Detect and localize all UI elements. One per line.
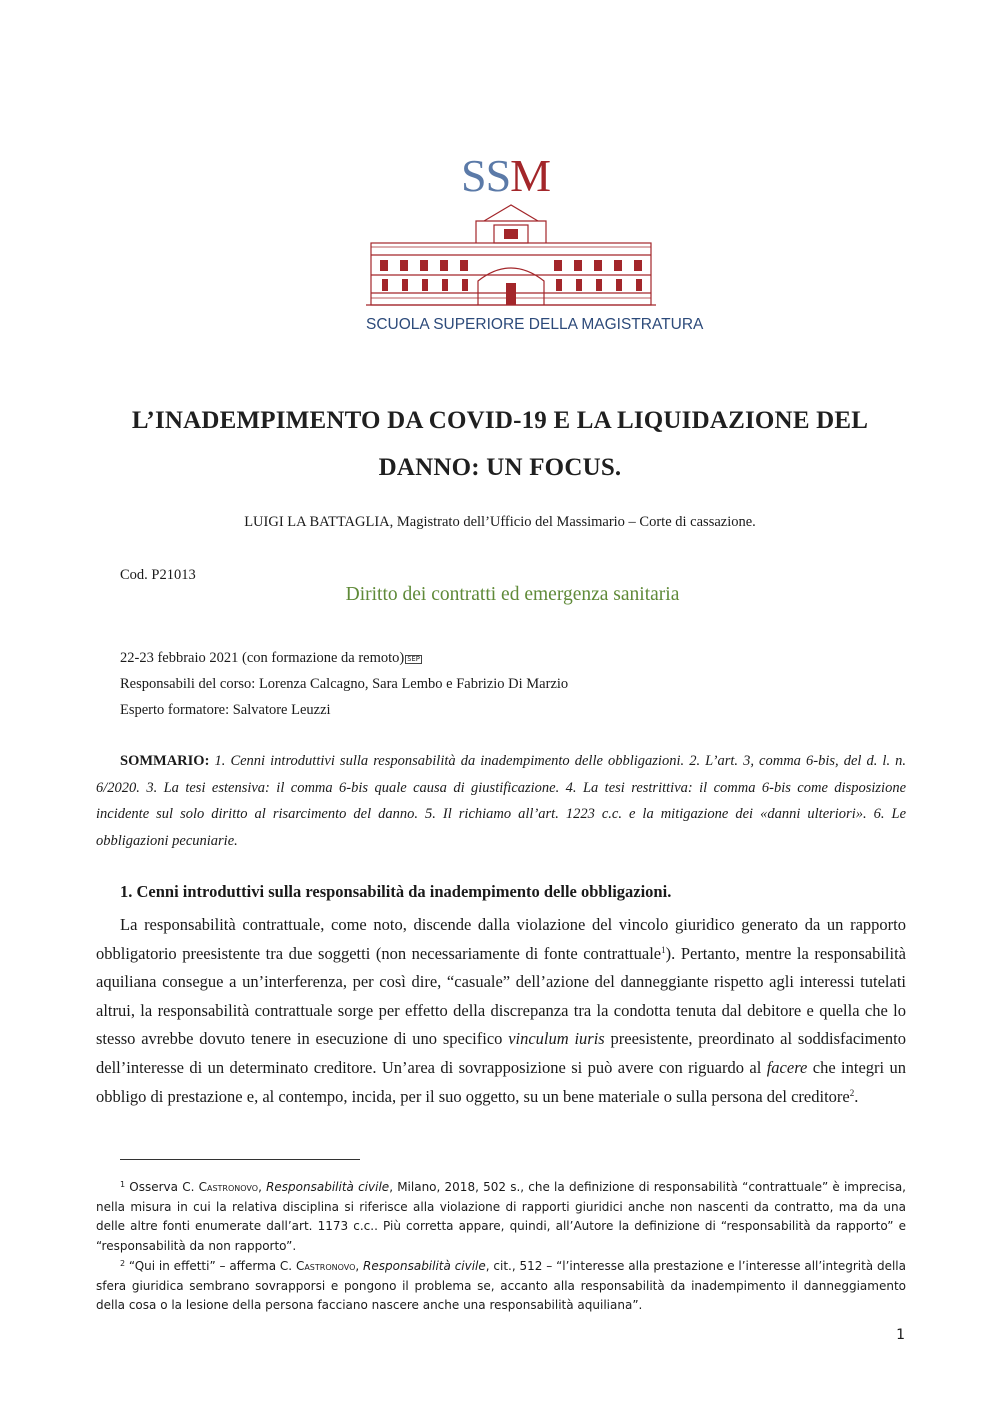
summary-item-3: 3. La tesi estensiva: il comma 6-bis quale causa di giustificazione. <box>139 779 560 796</box>
author-line: LUIGI LA BATTAGLIA, Magistrato dell’Ufficio del Massimario – Corte di cassazione. <box>244 514 756 530</box>
footnote-ref-2[interactable]: 2 <box>849 1087 855 1098</box>
course-title: Diritto dei contratti ed emergenza sanitaria <box>345 584 680 605</box>
logo-wordmark <box>461 150 551 201</box>
course-code: Cod. P21013 <box>120 567 196 583</box>
summary-item-1: 1. Cenni introduttivi sulla responsabilità da inadempimento delle obbligazioni. <box>214 753 685 769</box>
page-number: 1 <box>896 1327 905 1343</box>
footnote-divider <box>120 1159 360 1160</box>
course-responsabili: Responsabili del corso: Lorenza Calcagno, Sara Lembo e Fabrizio Di Marzio <box>120 676 569 692</box>
summary-item-5: 5. Il richiamo all’art. 1223 c.c. e la mitigazione dei «danni ulteriori». <box>418 806 867 822</box>
footnote-ref-1[interactable]: 1 <box>661 944 666 955</box>
summary-block <box>96 748 906 854</box>
section-body: La responsabilità contrattuale, come noto, discende dalla violazione del vincolo giuridico generato da un rapporto obbligatorio preesistente tra due soggetti (non necessariamente di fonte contrattuale$^1$). Pertanto, mentre la responsabilità aquiliana consegue a un’interferenza, per così dire, “casuale” dell’azione del danneggiante rispetto agli interessi tutelati altrui, la responsabilità contrattuale sorge per effetto della discrepanza tra la condotta tenuta dal debitore e quella che lo stesso avrebbe dovuto tenere in esecuzione di uno specifico vinculum iuris preesistente, preordinato al soddisfacimento dell’interesse di un determinato creditore. Un’area di sovrapposizione si può avere con riguardo al facere che integri un obbligo di prestazione e, al contempo, incida, per il suo oggetto, su un bene materiale o sulla persona del creditore$^2$. <box>96 915 907 1106</box>
palace-drawing-icon <box>366 203 656 313</box>
footnote-1: $^1$ Osserva C. Castronovo, Responsabilità civile, Milano, 2018, 502 s., che la definizione di responsabilità “contrattuale” è imprecisa, nella misura in cui la relativa disciplina si riferisce alla violazione di rapporti giuridici anche non nascenti da contratto, ma da una delle altre fonti enumerate dall’art. 1173 c.c.. Più corretta appare, quindi, all’Autore la definizione di “responsabilità da rapporto” e “responsabilità da non rapporto”. <box>96 1180 906 1253</box>
logo-wordmark-text: SSM <box>461 150 551 201</box>
summary-label: SOMMARIO: <box>120 753 210 769</box>
summary-item-6: 6. Le obbligazioni pecuniarie. <box>96 806 907 849</box>
footnote-2: $^2$ “Qui in effetti” – afferma C. Castronovo, Responsabilità civile, cit., 512 – “l’interesse alla prestazione e l’interesse all’integrità della sfera giuridica sembrano sovrapporsi e pongono il problema se, accanto alla responsabilità da inadempimento il danneggiamento della cosa o la lesione della persona facciano nascere anche una responsabilità aquiliana”. <box>96 1259 906 1312</box>
summary-item-2: 2. L’art. 3, comma 6-bis, del d. l. n. 6/2020. <box>96 753 907 796</box>
sep-glyph-icon: SEP <box>407 655 420 663</box>
course-esperto: Esperto formatore: Salvatore Leuzzi <box>120 702 331 718</box>
course-dates <box>120 650 422 667</box>
document-title-line-1: L’INADEMPIMENTO DA COVID-19 E LA LIQUIDAZIONE DEL <box>131 407 869 434</box>
ssm-logo <box>366 150 704 338</box>
logo-caption: SCUOLA SUPERIORE DELLA MAGISTRATURA <box>366 316 704 333</box>
section-heading: 1. Cenni introduttivi sulla responsabilità da inadempimento delle obbligazioni. <box>120 882 672 901</box>
course-dates-text: 22-23 febbraio 2021 (con formazione da remoto) <box>120 650 405 666</box>
summary-item-4: 4. La tesi restrittiva: il comma 6-bis come disposizione incidente sul solo diritto al risarcimento del danno. <box>96 779 907 822</box>
document-title-line-2: DANNO: UN FOCUS. <box>378 454 622 481</box>
